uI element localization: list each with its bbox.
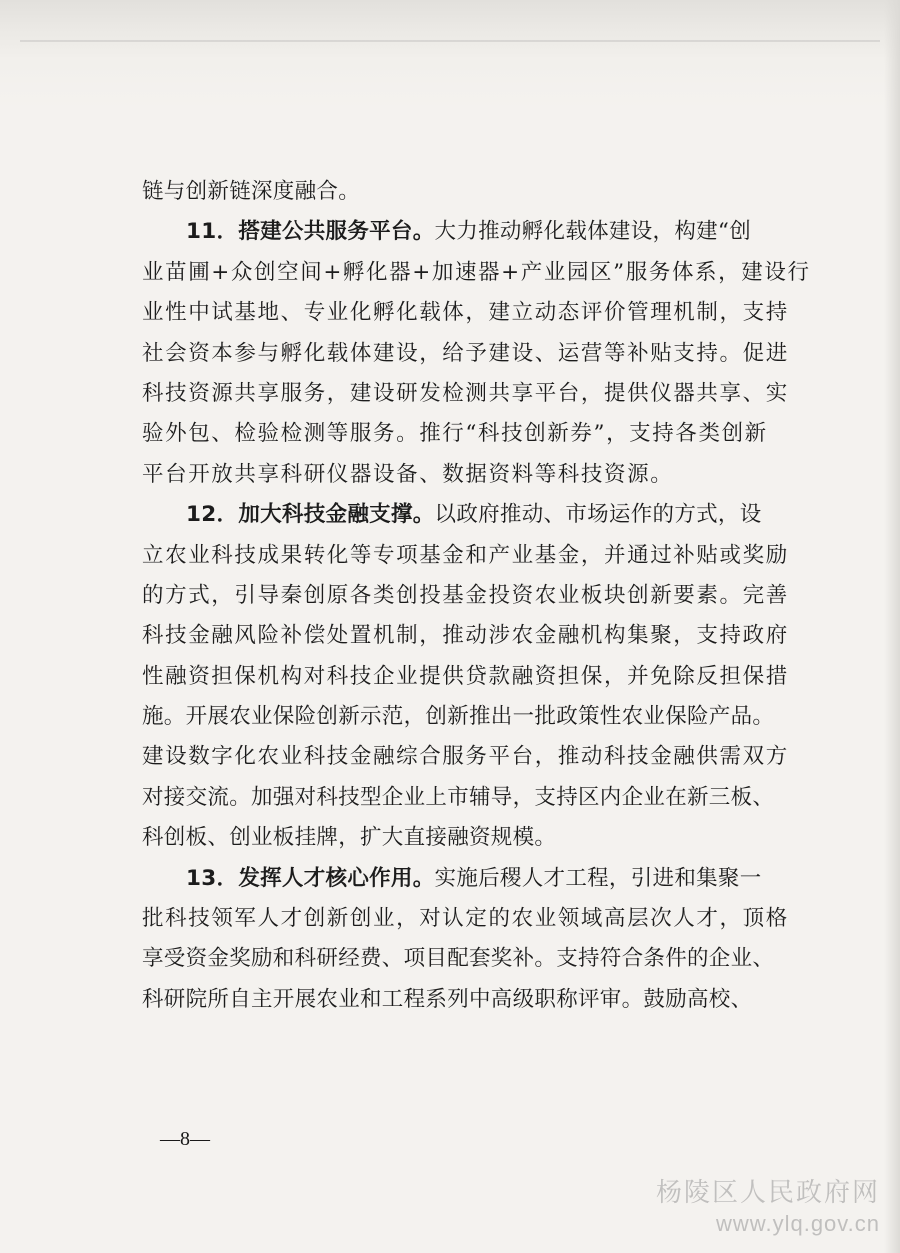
text-line: 性融资担保机构对科技企业提供贷款融资担保，并免除反担保措 (142, 663, 789, 689)
text-line: 科研院所自主开展农业和工程系列中高级职称评审。鼓励高校、 (142, 986, 753, 1012)
text-line: 平台开放共享科研仪器设备、数据资料等科技资源。 (142, 461, 674, 487)
section-heading: 11．搭建公共服务平台。 (186, 219, 435, 245)
watermark-title: 杨陵区人民政府网 (655, 1178, 880, 1208)
section-heading: 13．发挥人才核心作用。 (186, 865, 435, 891)
section-heading: 12．加大科技金融支撑。 (186, 502, 435, 528)
watermark-url: www.ylq.gov.cn (716, 1211, 880, 1236)
page-number: —8— (160, 1128, 210, 1150)
text-line: 科技资源共享服务，建设研发检测共享平台，提供仪器共享、实 (142, 380, 789, 406)
section-12-heading-line: 12．加大科技金融支撑。以政府推动、市场运作的方式，设 (186, 502, 762, 528)
text-line: 的方式，引导秦创原各类创投基金投资农业板块创新要素。完善 (142, 582, 789, 608)
text-line: 科创板、创业板挂牌，扩大直接融资规模。 (142, 825, 557, 851)
text-line: 立农业科技成果转化等专项基金和产业基金，并通过补贴或奖励 (142, 542, 789, 568)
site-watermark (656, 1176, 880, 1238)
text-line: 批科技领军人才创新创业，对认定的农业领域高层次人才，顶格 (142, 906, 789, 932)
text-line: 社会资本参与孵化载体建设，给予建设、运营等补贴支持。促进 (142, 340, 789, 366)
scan-shadow-top (0, 0, 900, 110)
text-line: 对接交流。加强对科技型企业上市辅导，支持区内企业在新三板、 (142, 784, 775, 810)
text-line: 验外包、检验检测等服务。推行“科技创新券”，支持各类创新 (142, 421, 768, 447)
section-11-heading-line: 11．搭建公共服务平台。大力推动孵化载体建设，构建“创 (186, 219, 752, 245)
scan-artifact-line (20, 40, 880, 42)
text-line: 建设数字化农业科技金融综合服务平台，推动科技金融供需双方 (142, 744, 789, 770)
text-line: 享受资金奖励和科研经费、项目配套奖补。支持符合条件的企业、 (142, 946, 775, 972)
scan-shadow-right (884, 0, 900, 1253)
text-line: 业性中试基地、专业化孵化载体，建立动态评价管理机制，支持 (142, 300, 789, 326)
text-line: 业苗圃+众创空间+孵化器+加速器+产业园区”服务体系，建设行 (142, 259, 811, 285)
text-line: 科技金融风险补偿处置机制，推动涉农金融机构集聚，支持政府 (142, 623, 789, 649)
section-13-heading-line: 13．发挥人才核心作用。实施后稷人才工程，引进和集聚一 (186, 865, 762, 891)
body-text (142, 172, 811, 1020)
text-line: 施。开展农业保险创新示范，创新推出一批政策性农业保险产品。 (142, 704, 775, 730)
text-line: 链与创新链深度融合。 (142, 179, 361, 204)
